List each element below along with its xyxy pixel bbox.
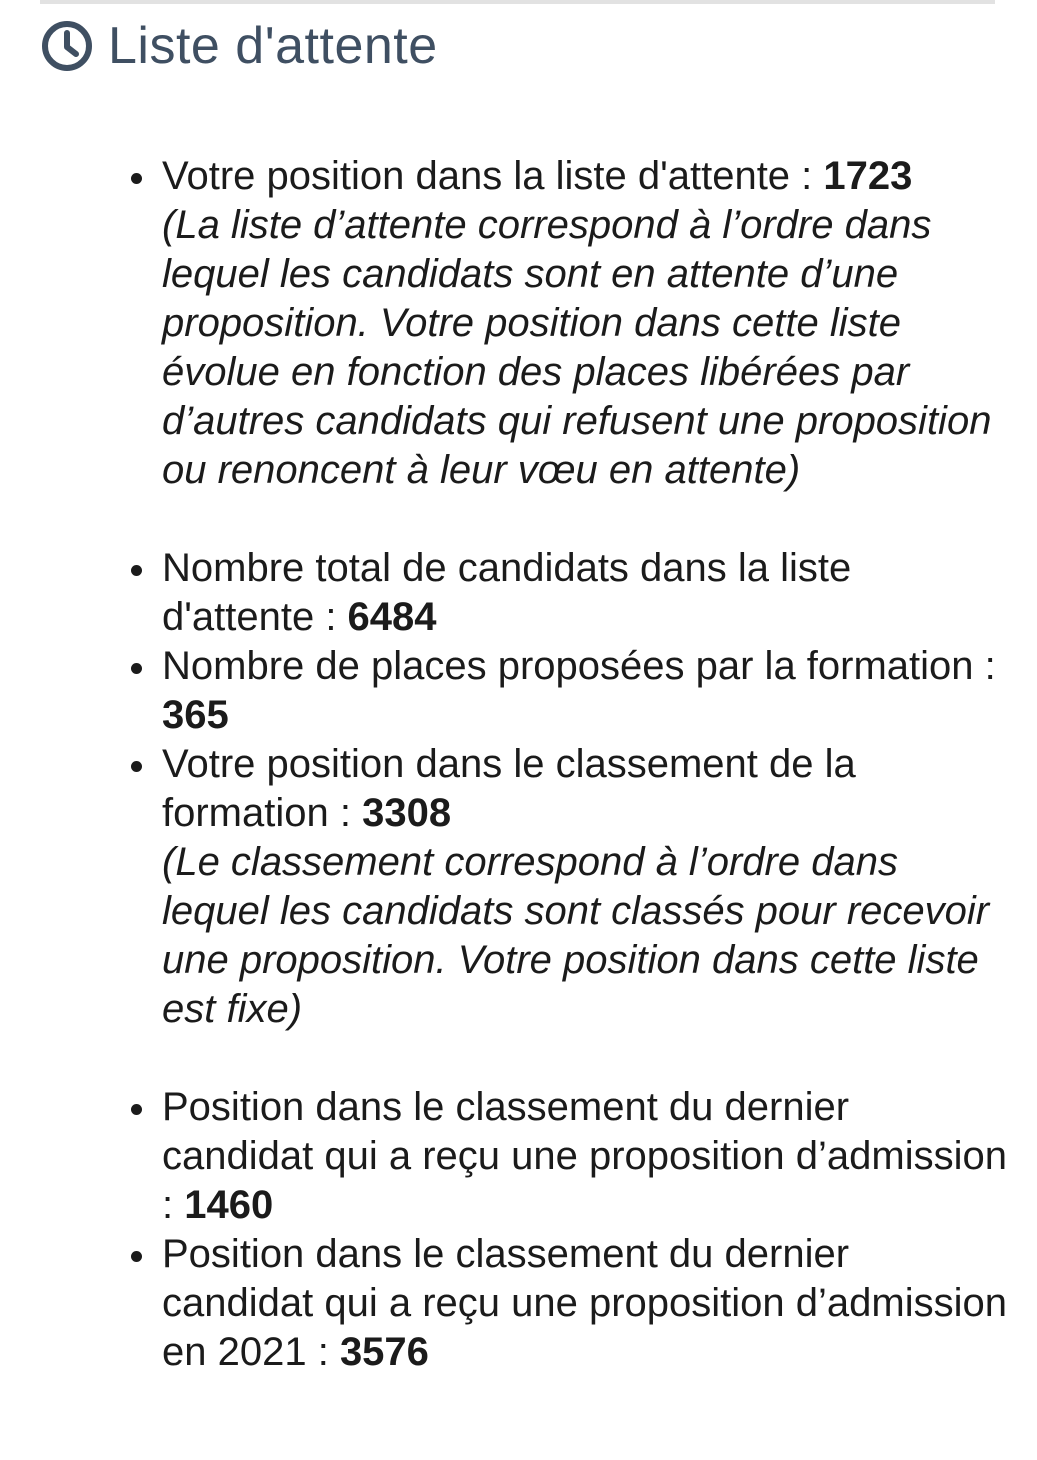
places-offered-value: 365 bbox=[162, 693, 229, 737]
bullet bbox=[131, 1104, 142, 1115]
waitlist-position-label: Votre position dans la liste d'attente : bbox=[162, 154, 824, 198]
section-header bbox=[40, 16, 438, 76]
last-admitted-2021-value: 3576 bbox=[339, 1330, 429, 1374]
page-title: Liste d'attente bbox=[108, 17, 438, 75]
list-item-last-admitted-2021 bbox=[0, 1230, 1037, 1377]
ranking-position-note: (Le classement correspond à l’ordre dans lequel les candidats sont classés pour recevoir une proposition. Votre position dans cette liste est fixe) bbox=[162, 840, 990, 1031]
last-admitted-label: Position dans le classement du dernier candidat qui a reçu une proposition d’admission : bbox=[162, 1085, 1007, 1227]
list-item-last-admitted bbox=[0, 1083, 1037, 1230]
ranking-position-value: 3308 bbox=[362, 791, 452, 835]
bullet bbox=[131, 663, 142, 674]
ranking-position-label: Votre position dans le classement de la formation : bbox=[162, 742, 856, 835]
total-candidates-value: 6484 bbox=[347, 595, 437, 639]
waitlist-position-value: 1723 bbox=[823, 154, 913, 198]
clock-icon bbox=[40, 19, 94, 73]
last-admitted-value: 1460 bbox=[184, 1183, 274, 1227]
bullet bbox=[131, 565, 142, 576]
waitlist-info-list bbox=[0, 152, 1037, 1377]
list-item-places-offered bbox=[0, 642, 1037, 740]
bullet bbox=[131, 1251, 142, 1262]
last-admitted-2021-label: Position dans le classement du dernier candidat qui a reçu une proposition d’admission en 2021 : bbox=[162, 1232, 1007, 1374]
waitlist-position-note: (La liste d’attente correspond à l’ordre dans lequel les candidats sont en attente d’une proposition. Votre position dans cette liste évolue en fonction des places libérées par d’autres candidats qui refusent une proposition ou renoncent à leur vœu en attente) bbox=[162, 203, 992, 492]
list-item-waitlist-position bbox=[0, 152, 1037, 495]
list-item-total-candidates bbox=[0, 544, 1037, 642]
bullet bbox=[131, 761, 142, 772]
places-offered-label: Nombre de places proposées par la formation : bbox=[162, 644, 996, 688]
top-divider bbox=[40, 0, 995, 4]
list-item-ranking-position bbox=[0, 740, 1037, 1034]
total-candidates-label: Nombre total de candidats dans la liste d'attente : bbox=[162, 546, 852, 639]
bullet bbox=[131, 173, 142, 184]
